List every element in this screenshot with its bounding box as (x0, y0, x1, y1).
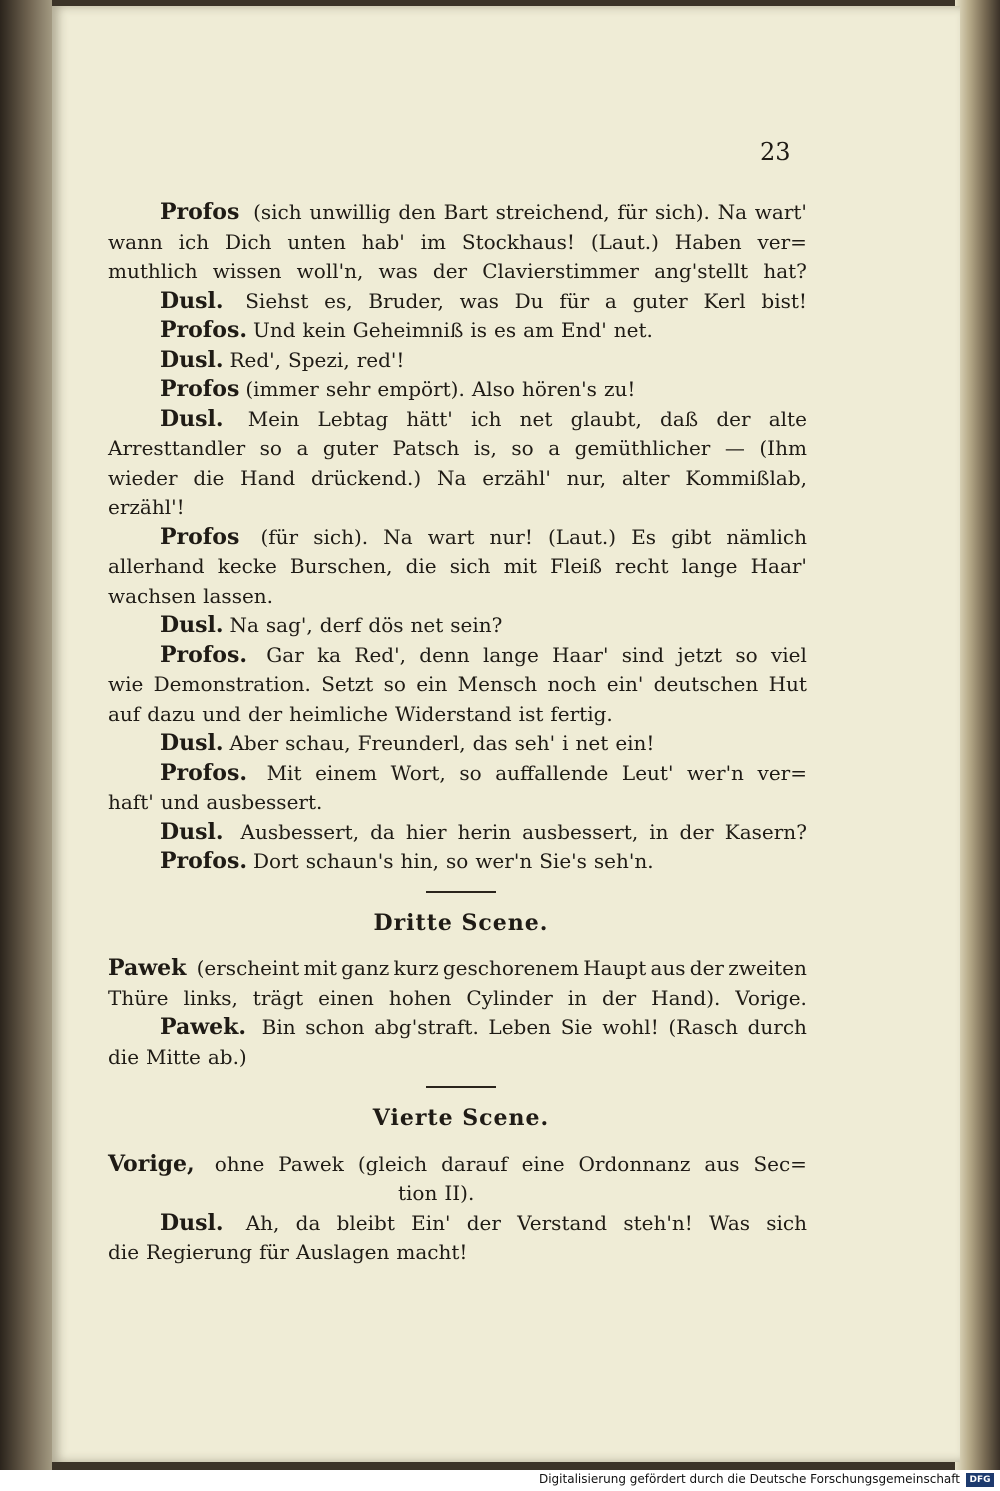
speaker-name: Pawek. (160, 1014, 247, 1040)
word: schau, (285, 731, 351, 755)
word: zweiten (728, 956, 807, 980)
word: Mein (247, 406, 300, 431)
text-line (108, 670, 814, 700)
word: Dort (253, 849, 299, 873)
word: aus (704, 1151, 740, 1176)
word: Siehst (245, 288, 309, 313)
word: kein (302, 318, 346, 342)
word: Haben (674, 229, 742, 254)
word: Thüre (108, 985, 169, 1010)
word: II). (444, 1181, 475, 1205)
word: Widerstand (394, 701, 512, 726)
word: net (410, 613, 444, 637)
word: sehr (325, 377, 371, 401)
word: ab.) (207, 1044, 247, 1069)
book-spine (0, 0, 52, 1470)
word: seh'n. (593, 849, 654, 873)
text-line (108, 257, 814, 287)
word: so (383, 672, 406, 696)
word: Patsch (392, 436, 460, 460)
word: mit (503, 554, 537, 578)
text-line (108, 818, 814, 848)
word: Hand). (651, 985, 721, 1010)
word: Bart (443, 200, 488, 224)
page-number: 23 (760, 138, 791, 166)
word: a (548, 436, 561, 460)
scene-4-block (108, 1150, 814, 1268)
word: Ah, (245, 1210, 280, 1235)
speaker-name: Profos. (160, 641, 247, 668)
word: schon (305, 1015, 365, 1039)
word: empört). (377, 377, 465, 401)
word: sein? (450, 613, 503, 637)
word: bist! (761, 288, 807, 313)
text-line (108, 434, 814, 464)
word: guter (632, 288, 688, 313)
word: so (446, 849, 469, 873)
word: lassen. (203, 583, 274, 608)
word: Sie (560, 1015, 593, 1039)
word: der (716, 406, 751, 431)
word: wer'n (475, 849, 533, 873)
word: net (519, 406, 553, 431)
word: sag', (265, 613, 313, 637)
word: so (511, 436, 534, 460)
word: alter (621, 465, 670, 490)
speaker-name: Dusl. (160, 405, 224, 432)
word: da (370, 819, 395, 844)
word: die (193, 465, 225, 490)
word: (sich (253, 200, 302, 224)
word: ausbessert. (206, 790, 323, 814)
word: (Rasch (668, 1015, 738, 1039)
word: den (398, 200, 436, 224)
word: aus (650, 956, 686, 980)
word: Geheimniß (352, 318, 464, 342)
text-line (108, 523, 814, 553)
word: Freunderl, (357, 731, 466, 755)
text-line (108, 316, 814, 346)
text-line (108, 1150, 814, 1180)
word: End' (560, 318, 607, 342)
word: Kasern? (724, 819, 807, 844)
word: Na (383, 524, 413, 549)
word: kecke (217, 554, 277, 578)
word: für (259, 1240, 289, 1264)
word: Na (717, 200, 748, 224)
text-line (108, 788, 814, 818)
text-line (108, 1013, 814, 1043)
word: Haar' (552, 642, 609, 667)
word: das (472, 731, 508, 755)
word: Setzt (321, 672, 374, 696)
word: so (735, 642, 758, 667)
word: ist (518, 701, 544, 726)
word: lange (681, 554, 738, 578)
word: der (466, 1210, 501, 1235)
word: Cylinder (466, 985, 553, 1010)
word: mit (303, 956, 337, 980)
word: i (562, 731, 569, 755)
word: abg'straft. (374, 1015, 479, 1039)
word: bleibt (336, 1210, 395, 1235)
text-line (108, 729, 814, 759)
word: wie (108, 672, 144, 696)
word: wann (108, 229, 163, 254)
text-line (108, 954, 814, 984)
word: Es (631, 524, 657, 549)
word: wohl! (602, 1015, 659, 1039)
word: a (604, 288, 617, 313)
word: auf (108, 701, 141, 726)
word: die (108, 1240, 140, 1264)
word: hin, (400, 849, 439, 873)
word: wart (427, 524, 475, 549)
word: is, (473, 436, 497, 460)
dialogue-block (108, 198, 814, 877)
word: links, (183, 985, 238, 1010)
word: nämlich (726, 524, 807, 549)
word: (Laut.) (590, 229, 659, 254)
word: Auslagen (295, 1240, 390, 1264)
word: hohen (388, 985, 452, 1010)
word: — (724, 436, 745, 460)
word: so (259, 436, 282, 460)
word: schaun's (305, 849, 394, 873)
text-line (108, 287, 814, 317)
word: recht (615, 554, 669, 578)
word: jetzt (677, 642, 723, 667)
scene-title-3: Dritte Scene. (373, 909, 549, 936)
word: deutschen (653, 672, 759, 696)
word: die (405, 554, 437, 578)
word: erzähl' (482, 465, 551, 490)
word: denn (419, 642, 470, 667)
word: Clavierstimmer (482, 259, 639, 283)
word: sich (766, 1210, 807, 1235)
speaker-name: Profos. (160, 848, 247, 874)
word: Demonstration. (153, 672, 311, 696)
section-divider (426, 891, 496, 893)
text-line (108, 346, 814, 376)
word: Bruder, (368, 288, 444, 313)
word: daß (660, 406, 699, 431)
word: muthlich (108, 259, 198, 283)
word: Dich (224, 229, 272, 254)
word: (Laut.) (548, 524, 617, 549)
word: wachsen (108, 583, 197, 608)
word: ausbessert, (522, 819, 639, 844)
word: Ein' (411, 1210, 451, 1235)
scene-title-4: Vierte Scene. (372, 1105, 550, 1131)
word: Red', (354, 642, 406, 667)
text-line (108, 611, 814, 641)
word: Aber (229, 731, 279, 755)
word: der (679, 819, 714, 844)
word: die (108, 1044, 140, 1069)
word: am (523, 318, 554, 342)
word: darauf (441, 1151, 508, 1176)
word: für (617, 200, 648, 224)
word: ver= (757, 760, 807, 785)
word: (gleich (357, 1151, 428, 1176)
word: zu! (603, 377, 636, 401)
word: Hut (768, 672, 807, 696)
text-line (108, 759, 814, 789)
word: Pawek (278, 1151, 344, 1176)
word: haft' (108, 790, 154, 814)
word: wer'n (687, 760, 744, 785)
word: Sec= (753, 1151, 807, 1176)
word: streichend, (495, 200, 610, 224)
word: so (459, 760, 482, 785)
speaker-name: Profos (160, 523, 240, 550)
word: ka (317, 642, 342, 667)
word: Spezi, (288, 347, 350, 372)
speaker-name: Pawek (108, 955, 187, 981)
word: hier (405, 819, 447, 844)
word: dös (368, 613, 404, 637)
word: im (420, 229, 447, 254)
speaker-name: Dusl. (160, 730, 224, 756)
word: sich (449, 554, 491, 578)
text-line (108, 464, 814, 494)
word: in (567, 985, 588, 1010)
word: seh' (514, 731, 556, 755)
word: unten (287, 229, 346, 254)
word: einem (315, 760, 377, 785)
word: nur, (566, 465, 607, 490)
text-line (108, 641, 814, 671)
word: ver= (757, 229, 807, 254)
word: Leut' (621, 760, 674, 785)
word: hätt' (406, 406, 453, 431)
text-line (108, 984, 814, 1014)
word: Hand (240, 465, 296, 490)
word: Vorige. (735, 985, 807, 1010)
word: (immer (245, 377, 319, 401)
dfg-logo-icon: DFG (966, 1473, 994, 1487)
word: unwillig (309, 200, 391, 224)
word: derf (319, 613, 362, 637)
word: ohne (214, 1151, 265, 1176)
word: is (470, 318, 487, 342)
word: Na (229, 613, 259, 637)
word: noch (547, 672, 597, 696)
word: Mit (266, 760, 302, 785)
word: woll'n, (296, 259, 364, 283)
word: es, (324, 288, 353, 313)
scene-3-block (108, 954, 814, 1072)
word: Haar' (750, 554, 807, 578)
word: (für (260, 524, 299, 549)
speaker-name: Dusl. (160, 287, 224, 314)
speaker-name: Profos. (160, 759, 247, 786)
word: macht! (396, 1240, 468, 1264)
speaker-name: Dusl. (160, 612, 224, 638)
word: alte (768, 406, 807, 431)
word: gemüthlicher (574, 436, 711, 460)
word: ang'stellt (654, 259, 749, 283)
word: allerhand (108, 554, 205, 578)
word: drückend.) (310, 465, 422, 490)
page-text (108, 198, 814, 1268)
word: herin (457, 819, 512, 844)
word: kurz (393, 956, 439, 980)
word: Also (471, 377, 515, 401)
word: net. (613, 318, 653, 342)
footer-bar (0, 1470, 1000, 1491)
word: Leben (488, 1015, 552, 1039)
word: ein' (606, 672, 644, 696)
word: tion (398, 1181, 438, 1205)
speaker-name: Profos. (160, 317, 247, 343)
word: ein! (615, 731, 655, 755)
page-edge (955, 0, 1000, 1470)
word: ich (178, 229, 210, 254)
text-line (108, 1209, 814, 1239)
word: und (202, 701, 241, 726)
word: hat? (763, 259, 807, 283)
section-divider (426, 1086, 496, 1088)
word: erzähl'! (108, 495, 185, 519)
word: Stockhaus! (461, 229, 575, 254)
word: guter (322, 436, 379, 460)
word: hören's (521, 377, 597, 401)
word: (Ihm (759, 436, 807, 460)
word: red'! (356, 347, 405, 372)
word: geschorenem (442, 956, 579, 980)
word: dazu (147, 701, 196, 726)
text-line (108, 228, 814, 258)
text-line (108, 405, 814, 435)
word: Red', (229, 347, 282, 372)
word: Na (436, 465, 467, 490)
word: was (459, 288, 499, 313)
word: lange (482, 642, 539, 667)
text-line (108, 1179, 814, 1209)
speaker-name: Dusl. (160, 1209, 224, 1236)
word: trägt (252, 985, 304, 1010)
word: wart' (754, 200, 807, 224)
word: glaubt, (570, 406, 642, 431)
word: einen (318, 985, 374, 1010)
word: Fleiß (550, 554, 602, 578)
word: ganz (341, 956, 390, 980)
word: sich). (654, 200, 710, 224)
word: sich). (313, 524, 369, 549)
word: und (160, 790, 200, 814)
word: Regierung (146, 1240, 253, 1264)
word: Kommißlab, (685, 465, 807, 490)
word: Ordonnanz (578, 1151, 691, 1176)
text-line (108, 198, 814, 228)
word: wissen (212, 259, 282, 283)
word: Ausbessert, (240, 819, 360, 844)
word: heimliche (289, 701, 388, 726)
word: eine (521, 1151, 565, 1176)
word: Haupt (583, 956, 647, 980)
word: Verstand (517, 1210, 608, 1235)
text-line (108, 1238, 814, 1268)
footer-credit: Digitalisierung gefördert durch die Deutsche Forschungsgemeinschaft (538, 1472, 960, 1486)
speaker-name: Dusl. (160, 818, 224, 845)
word: der (602, 985, 637, 1010)
word: sind (621, 642, 665, 667)
word: in (649, 819, 669, 844)
word: der (247, 701, 283, 726)
word: viel (770, 642, 807, 667)
word: Gar (266, 642, 304, 667)
word: Du (514, 288, 544, 313)
word: es (493, 318, 517, 342)
word: Sie's (539, 849, 587, 873)
word: steh'n! (623, 1210, 693, 1235)
word: was (378, 259, 418, 283)
word: gibt (671, 524, 712, 549)
text-line (108, 1043, 814, 1073)
text-line (108, 375, 814, 405)
text-line (108, 582, 814, 612)
word: a (296, 436, 309, 460)
word: Was (709, 1210, 751, 1235)
text-line (108, 493, 814, 523)
word: hab' (361, 229, 405, 254)
speaker-name: Vorige, (108, 1150, 195, 1177)
word: wieder (108, 465, 178, 490)
text-line (108, 700, 814, 730)
speaker-name: Profos (160, 376, 240, 402)
word: Arresttandler (108, 436, 246, 460)
text-line (108, 847, 814, 877)
word: da (295, 1210, 321, 1235)
word: fertig. (550, 701, 613, 726)
text-line (108, 552, 814, 582)
word: Kerl (703, 288, 746, 313)
word: Wort, (390, 760, 446, 785)
word: der (689, 956, 724, 980)
word: Mensch (457, 672, 538, 696)
word: ich (470, 406, 502, 431)
word: (erscheint (196, 956, 300, 980)
word: durch (747, 1015, 807, 1039)
word: ein (416, 672, 448, 696)
speaker-name: Profos (160, 199, 240, 225)
word: Mitte (146, 1044, 201, 1069)
word: auffallende (495, 760, 609, 785)
word: Lebtag (317, 406, 389, 431)
word: Bin (261, 1015, 296, 1039)
word: Und (253, 318, 296, 342)
word: net (575, 731, 609, 755)
word: nur! (489, 524, 533, 549)
word: für (559, 288, 590, 313)
word: der (432, 259, 468, 283)
word: Burschen, (289, 554, 393, 578)
speaker-name: Dusl. (160, 346, 224, 373)
